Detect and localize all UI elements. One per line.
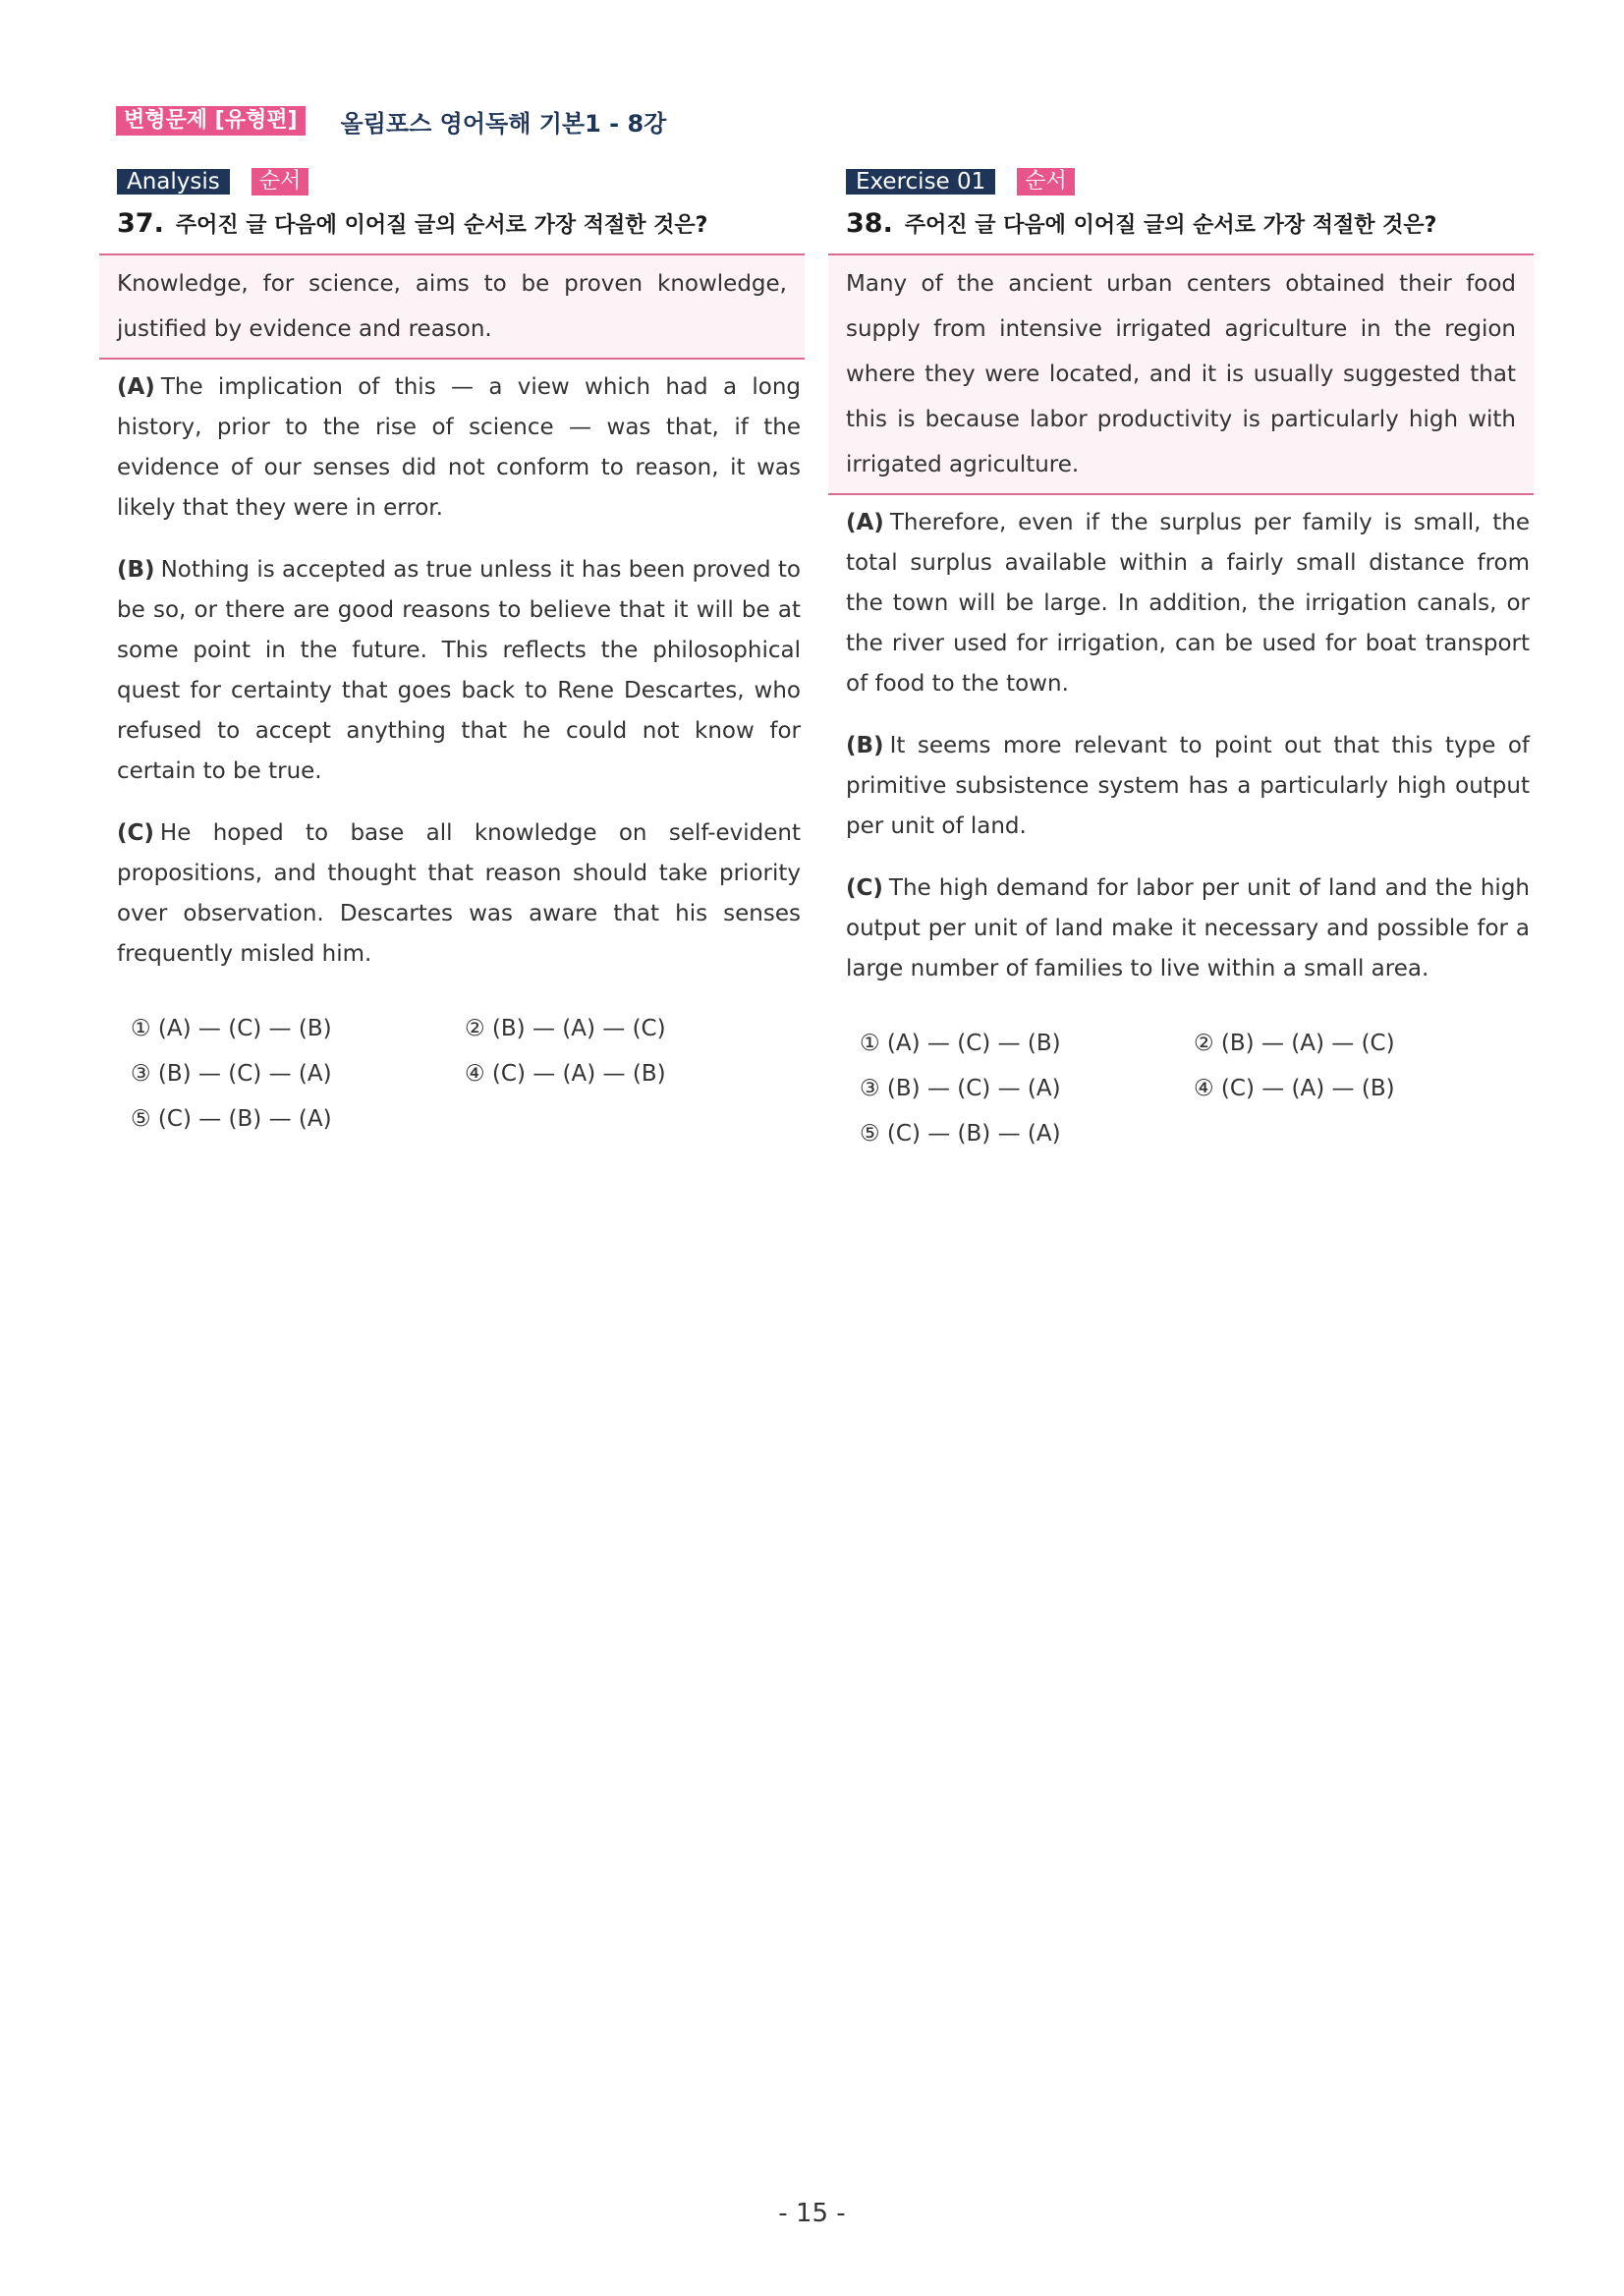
page-number: - 15 - — [778, 2199, 846, 2228]
given-passage: Knowledge, for science, aims to be proven knowledge, justified by evidence and reason. — [99, 253, 805, 360]
page-header — [116, 102, 666, 140]
question-prompt — [117, 208, 805, 248]
question-tags — [846, 167, 1534, 196]
order-tag: 순서 — [252, 168, 309, 196]
book-title: 올림포스 영어독해 기본1 - 8강 — [340, 109, 667, 138]
order-tag: 순서 — [1017, 168, 1075, 196]
choice-4[interactable]: ④ (C) — (A) — (B) — [1194, 1076, 1395, 1101]
exercise-tag: Exercise 01 — [846, 169, 995, 195]
question-prompt — [846, 208, 1534, 248]
choice-3[interactable]: ③ (B) — (C) — (A) — [131, 1061, 332, 1087]
question-number: 37. — [117, 208, 164, 239]
paragraph-c: (C) The high demand for labor per unit of land and the high output per unit of land make it necessary and possible for a large number of families to live within a small area. — [846, 875, 1530, 981]
choice-2[interactable]: ② (B) — (A) — (C) — [1194, 1031, 1395, 1056]
paragraph-a: (A) The implication of this — a view which had a long history, prior to the rise of science — was that, if the evidence of our senses did not conform to reason, it was likely that they were in error. — [117, 374, 801, 521]
question-tags — [117, 167, 805, 196]
choice-5[interactable]: ⑤ (C) — (B) — (A) — [860, 1121, 1061, 1147]
paragraph-a: (A) Therefore, even if the surplus per family is small, the total surplus available within a fairly small distance from the town will be large. In addition, the irrigation canals, or the river used for irrigation, can be used for boat transport of food to the town. — [846, 510, 1530, 697]
analysis-tag: Analysis — [117, 169, 230, 195]
choice-1[interactable]: ① (A) — (C) — (B) — [860, 1031, 1061, 1056]
paragraph-b: (B) It seems more relevant to point out that this type of primitive subsistence system has a particularly high output per unit of land. — [846, 733, 1530, 839]
paragraph-b: (B) Nothing is accepted as true unless it has been proved to be so, or there are good reasons to believe that it will be at some point in the future. This reflects the philosophical quest for certainty that goes back to Rene Descartes, who refused to accept anything that he could not know for certain to be true. — [117, 557, 801, 784]
choice-4[interactable]: ④ (C) — (A) — (B) — [465, 1061, 666, 1087]
choice-5[interactable]: ⑤ (C) — (B) — (A) — [131, 1106, 332, 1132]
question-text: 주어진 글 다음에 이어질 글의 순서로 가장 적절한 것은? — [904, 213, 1437, 238]
question-text: 주어진 글 다음에 이어질 글의 순서로 가장 적절한 것은? — [175, 213, 708, 238]
answer-choices — [860, 1021, 1534, 1156]
paragraph-c: (C) He hoped to base all knowledge on self-evident propositions, and thought that reason should take priority over observation. Descartes was aware that his senses frequently misled him. — [117, 820, 801, 967]
question-38 — [828, 167, 1534, 1156]
question-number: 38. — [846, 208, 893, 239]
choice-3[interactable]: ③ (B) — (C) — (A) — [860, 1076, 1061, 1101]
choice-1[interactable]: ① (A) — (C) — (B) — [131, 1016, 332, 1041]
answer-choices — [131, 1006, 805, 1142]
given-passage: Many of the ancient urban centers obtained their food supply from intensive irrigated agriculture in the region where they were located, and it is usually suggested that this is because labor productivity is particularly high with irrigated agriculture. — [828, 253, 1534, 495]
choice-2[interactable]: ② (B) — (A) — (C) — [465, 1016, 666, 1041]
question-37 — [99, 167, 805, 1142]
category-tag: 변형문제 [유형편] — [116, 106, 306, 136]
